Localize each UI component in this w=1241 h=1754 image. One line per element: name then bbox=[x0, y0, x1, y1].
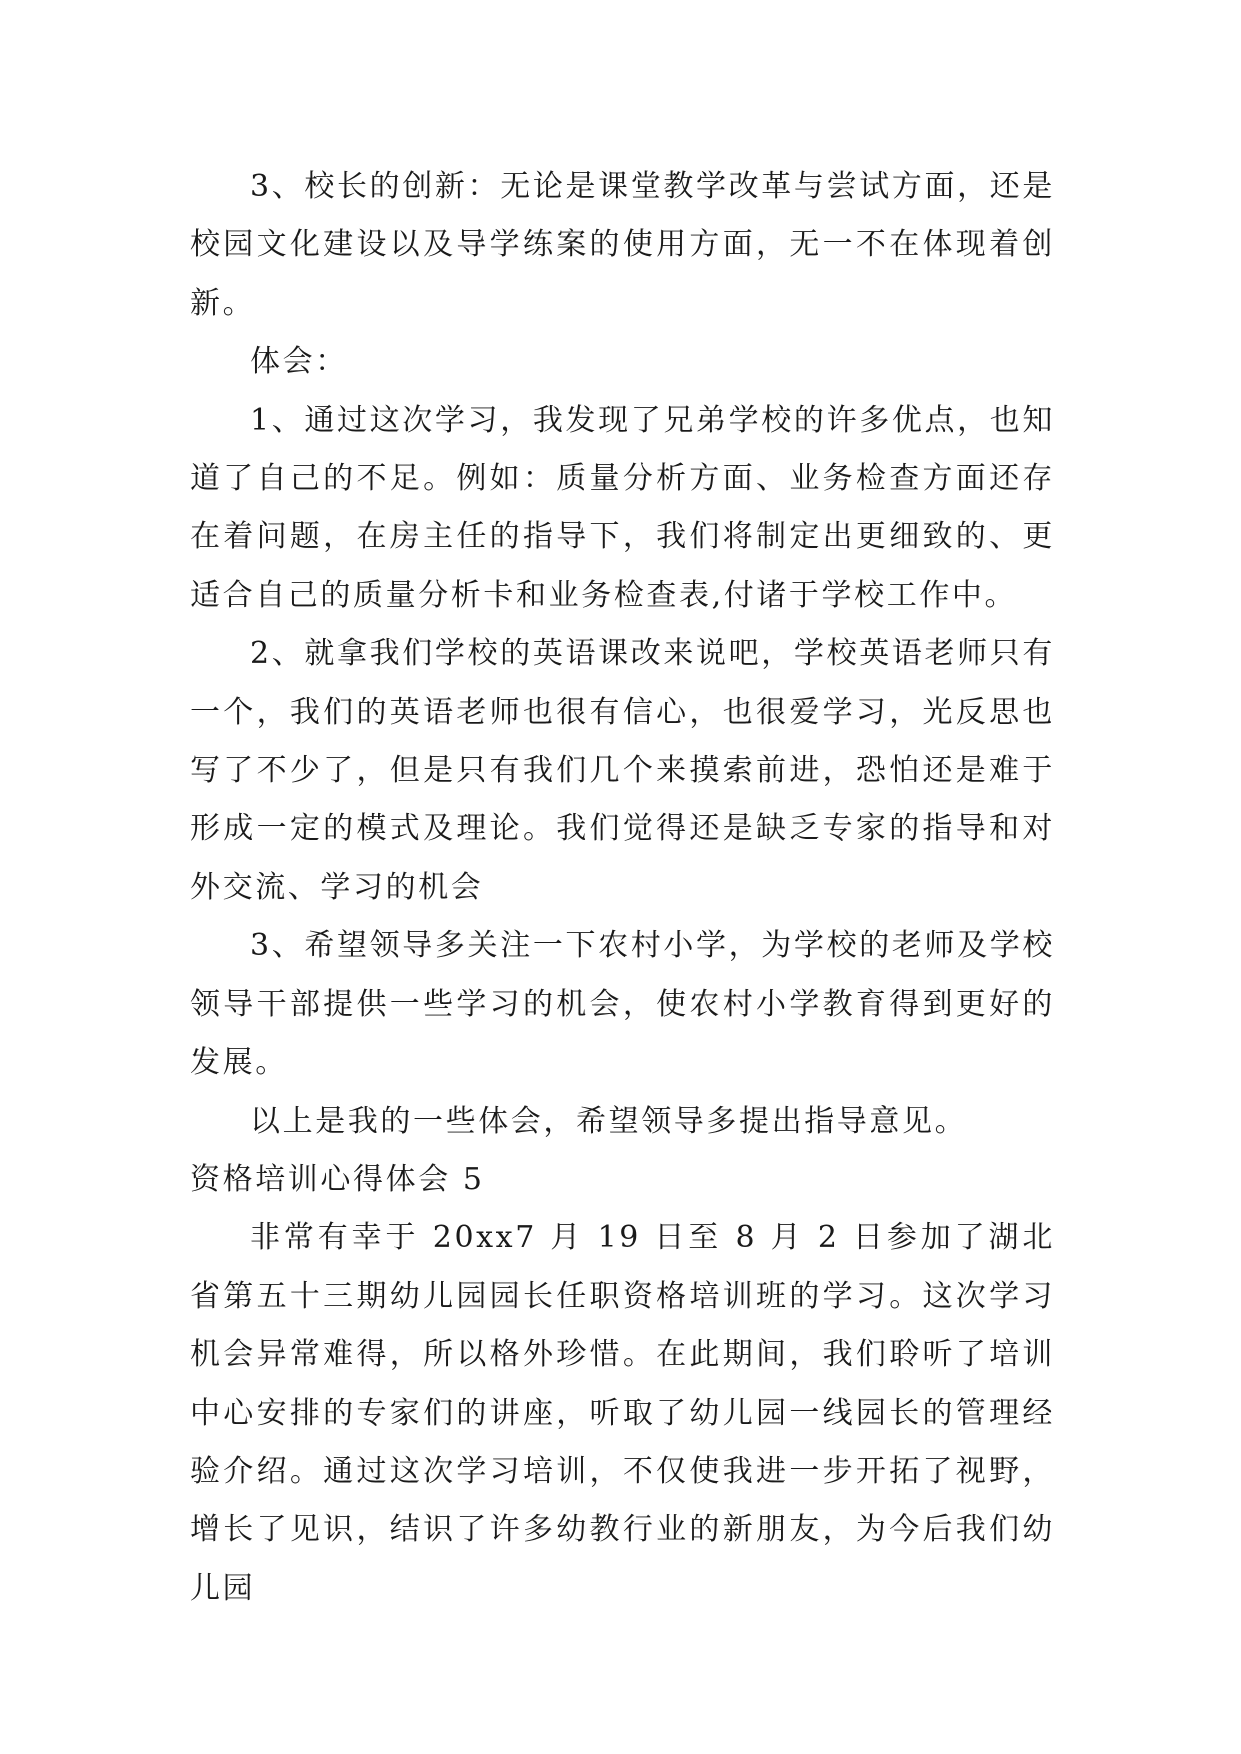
document-body bbox=[190, 158, 1055, 1618]
paragraph-training-intro: 非常有幸于 20xx7 月 19 日至 8 月 2 日参加了湖北省第五十三期幼儿园园长任职资格培训班的学习。这次学习机会异常难得，所以格外珍惜。在此期间，我们聆听了培训中心安排的专家们的讲座，听取了幼儿园一线园长的管理经验介绍。通过这次学习培训，不仅使我进一步开拓了视野，增长了见识，结识了许多幼教行业的新朋友，为今后我们幼儿园 bbox=[190, 1220, 1055, 1606]
paragraph-closing: 以上是我的一些体会，希望领导多提出指导意见。 bbox=[250, 1103, 968, 1139]
paragraph-reflection-2: 2、就拿我们学校的英语课改来说吧，学校英语老师只有一个，我们的英语老师也很有信心，也很爱学习，光反思也写了不少了，但是只有我们几个来摸索前进，恐怕还是难于形成一定的模式及理论。我们觉得还是缺乏专家的指导和对外交流、学习的机会 bbox=[190, 636, 1055, 905]
paragraph-reflection-1: 1、通过这次学习，我发现了兄弟学校的许多优点，也知道了自己的不足。例如：质量分析方面、业务检查方面还存在着问题，在房主任的指导下，我们将制定出更细致的、更适合自己的质量分析卡和业务检查表,付诸于学校工作中。 bbox=[190, 402, 1055, 613]
paragraph-reflections-label: 体会： bbox=[250, 344, 348, 380]
section-heading: 资格培训心得体会 5 bbox=[190, 1161, 485, 1197]
paragraph-principal-innovation: 3、校长的创新：无论是课堂教学改革与尝试方面，还是校园文化建设以及导学练案的使用方面，无一不在体现着创新。 bbox=[190, 169, 1055, 321]
paragraph-reflection-3: 3、希望领导多关注一下农村小学，为学校的老师及学校领导干部提供一些学习的机会，使农村小学教育得到更好的发展。 bbox=[190, 928, 1055, 1081]
